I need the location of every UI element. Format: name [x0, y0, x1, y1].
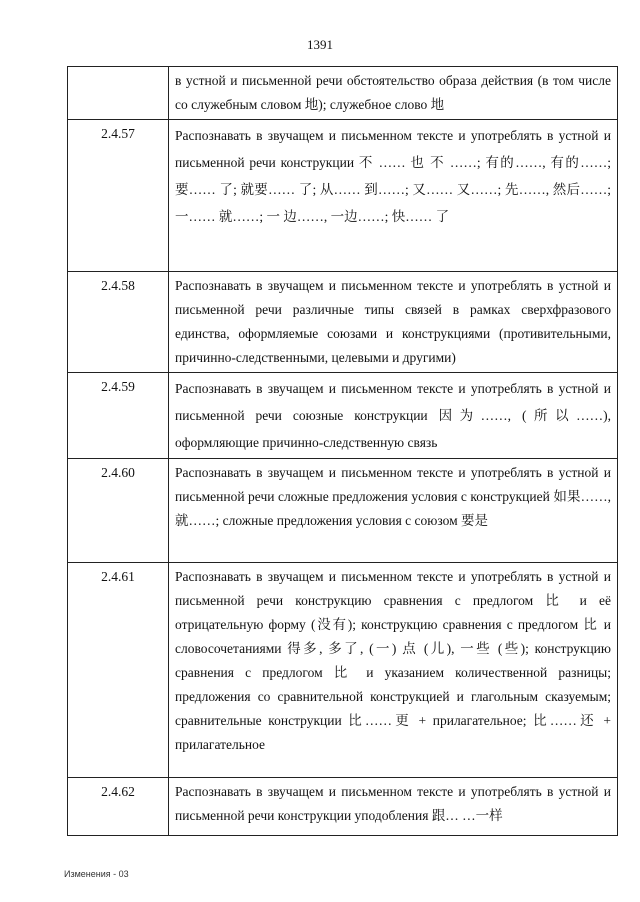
row-code: 2.4.62: [68, 778, 169, 836]
table-row: [68, 459, 618, 563]
row-code: 2.4.59: [68, 373, 169, 459]
row-text: Распознавать в звучащем и письменном тексте и употреблять в устной и письменной речи союзные конструкции 因为……, (所以……), оформляющие причинно-следственную связь: [169, 373, 618, 459]
page-number: 1391: [307, 37, 333, 52]
row-text: Распознавать в звучащем и письменном тексте и употреблять в устной и письменной речи различные типы связей в рамках сверхфразового единства, оформляемые союзами и конструкциями (противительными, причинно-следственными, целевыми и другими): [169, 272, 618, 373]
row-text: Распознавать в звучащем и письменном тексте и употреблять в устной и письменной речи конструкции 不 …… 也 不 ……; 有的……, 有的……; 要…… 了; 就要…… 了; 从…… 到……; 又…… 又……; 先……, 然后……; 一…… 就……; 一 边……, 一边……; 快…… 了: [169, 120, 618, 272]
requirements-table: [67, 66, 618, 836]
row-text: Распознавать в звучащем и письменном тексте и употреблять в устной и письменной речи конструкции уподобления 跟… …一样: [169, 778, 618, 836]
row-code: 2.4.60: [68, 459, 169, 563]
table-row: [68, 563, 618, 778]
table-row: [68, 120, 618, 272]
table-row: [68, 67, 618, 120]
row-text: Распознавать в звучащем и письменном тексте и употреблять в устной и письменной речи конструкцию сравнения с предлогом 比 и её отрицательную форму (没有); конструкцию сравнения с предлогом 比 и словосочетаниями 得多, 多了, (一) 点 (儿), 一些 (些); конструкцию сравнения с предлогом 比 и указанием количественной разницы; предложения со сравнительной конструкцией и глагольным сказуемым; сравнительные конструкции 比……更 + прилагательное; 比……还 + прилагательное: [169, 563, 618, 778]
row-code: 2.4.61: [68, 563, 169, 778]
row-code: 2.4.58: [68, 272, 169, 373]
row-text: в устной и письменной речи обстоятельство образа действия (в том числе со служебным словом 地); служебное слово 地: [169, 67, 618, 120]
row-code: [68, 67, 169, 120]
table-row: [68, 373, 618, 459]
row-text: Распознавать в звучащем и письменном тексте и употреблять в устной и письменной речи сложные предложения условия с конструкцией 如果……, 就……; сложные предложения условия с союзом 要是: [169, 459, 618, 563]
footer-note: Изменения - 03: [64, 869, 129, 879]
table-row: [68, 778, 618, 836]
table-row: [68, 272, 618, 373]
row-code: 2.4.57: [68, 120, 169, 272]
